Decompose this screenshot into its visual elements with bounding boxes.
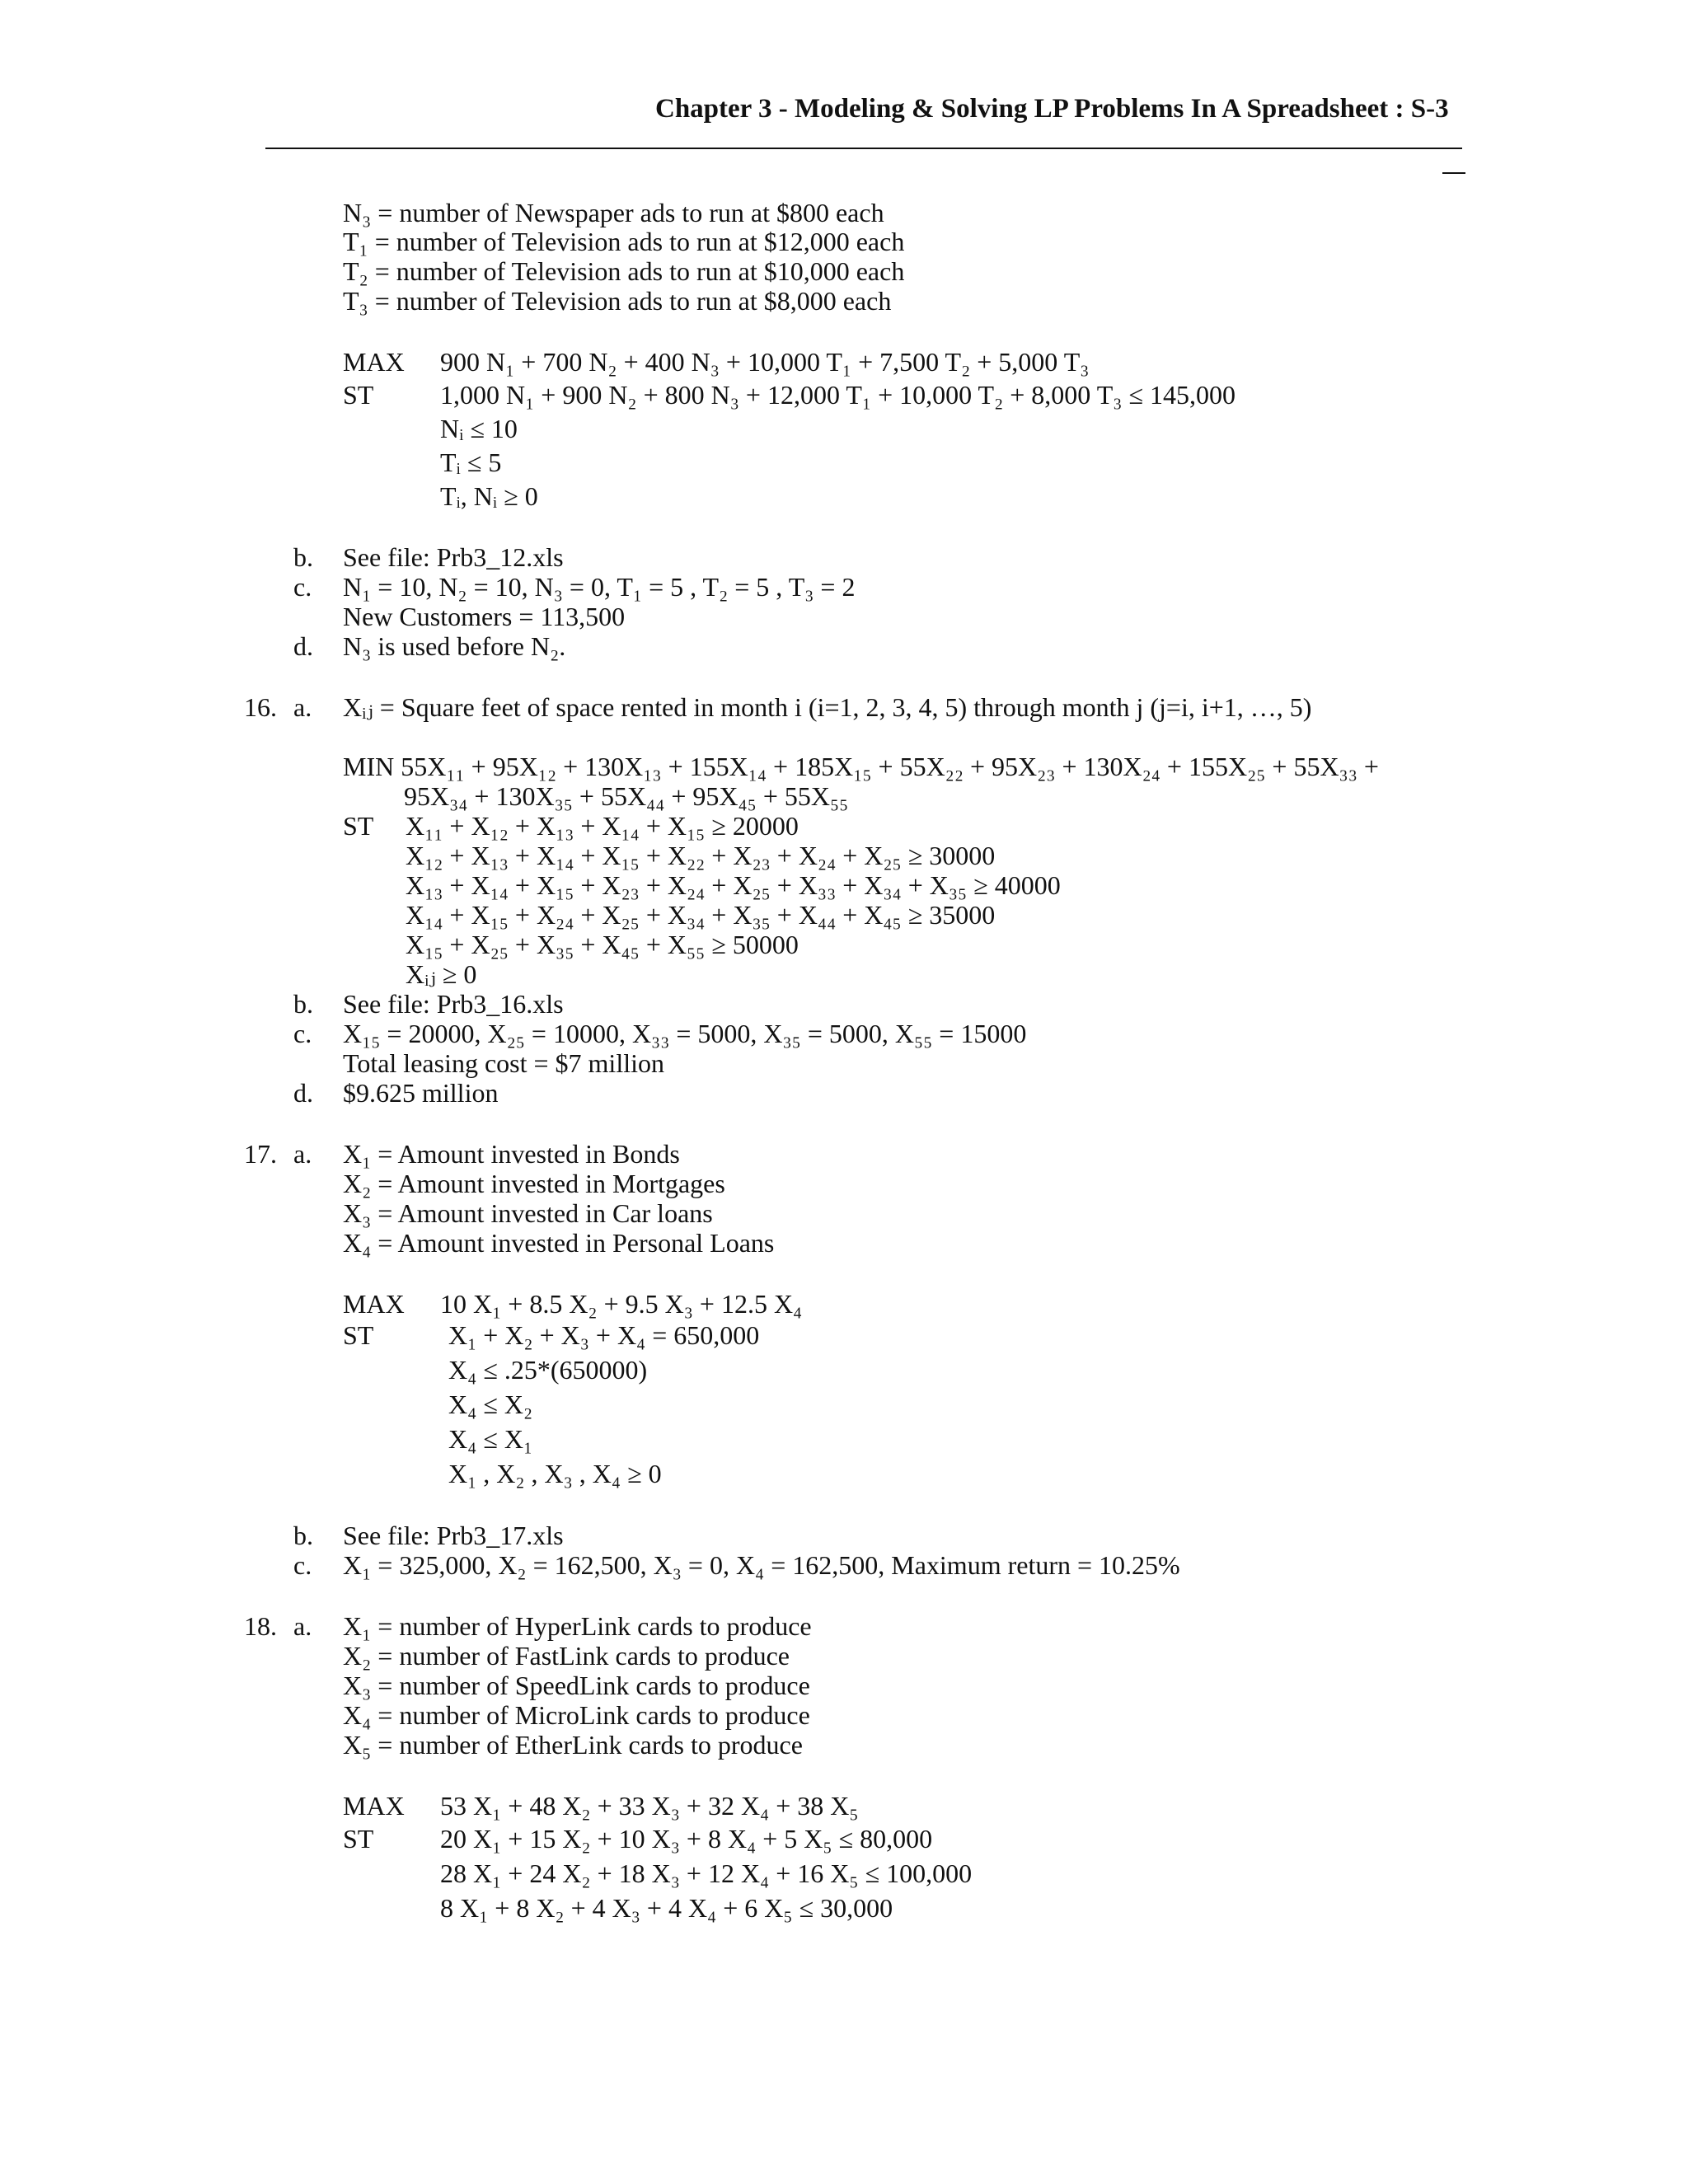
p18-a-label: a. (293, 1611, 312, 1641)
p16-b-label: b. (293, 989, 313, 1019)
p16-constraint-nonneg: Xᵢⱼ ≥ 0 (406, 959, 477, 989)
p16-objective-line1: MIN 55X₁₁ + 95X₁₂ + 130X₁₃ + 155X₁₄ + 185X₁₅ + 55X₂₂ + 95X₂₃ + 130X₂₄ + 155X₂₅ + 55X₃₃ + (343, 752, 1379, 781)
p16-c-label: c. (293, 1019, 312, 1048)
p16-constraint-5: X₁₅ + X₂₅ + X₃₅ + X₄₅ + X₅₅ ≥ 50000 (406, 930, 799, 959)
p15-constraint-nonneg: Tᵢ, Nᵢ ≥ 0 (440, 481, 538, 511)
p17-c-solution: X₁ = 325,000, X₂ = 162,500, X₃ = 0, X₄ = 162,500, Maximum return = 10.25% (343, 1550, 1180, 1580)
p15-def-t2: T₂ = number of Television ads to run at $10,000 each (343, 256, 905, 286)
p15-d-label: d. (293, 631, 313, 661)
p18-def-x5: X₅ = number of EtherLink cards to produce (343, 1730, 803, 1760)
p15-b-label: b. (293, 542, 313, 572)
p15-max-keyword: MAX (343, 347, 405, 377)
p16-constraint-4: X₁₄ + X₁₅ + X₂₄ + X₂₅ + X₃₄ + X₃₅ + X₄₄ + X₄₅ ≥ 35000 (406, 900, 996, 930)
p18-def-x3: X₃ = number of SpeedLink cards to produce (343, 1671, 810, 1700)
p15-c-customers: New Customers = 113,500 (343, 602, 626, 631)
header-dash (1442, 172, 1465, 174)
p17-st-keyword: ST (343, 1320, 374, 1350)
p16-st-keyword: ST (343, 811, 374, 841)
p15-constraint-budget: 1,000 N₁ + 900 N₂ + 800 N₃ + 12,000 T₁ + 10,000 T₂ + 8,000 T₃ ≤ 145,000 (440, 380, 1236, 410)
p15-st-keyword: ST (343, 380, 374, 410)
p15-def-t3: T₃ = number of Television ads to run at $8,000 each (343, 286, 892, 316)
p18-constraint-1: 20 X₁ + 15 X₂ + 10 X₃ + 8 X₄ + 5 X₅ ≤ 80,000 (440, 1824, 933, 1854)
p16-constraint-2: X₁₂ + X₁₃ + X₁₄ + X₁₅ + X₂₂ + X₂₃ + X₂₄ + X₂₅ ≥ 30000 (406, 841, 996, 870)
p17-constraint-total: X₁ + X₂ + X₃ + X₄ = 650,000 (448, 1320, 760, 1350)
p17-objective: 10 X₁ + 8.5 X₂ + 9.5 X₃ + 12.5 X₄ (440, 1289, 803, 1319)
p18-def-x2: X₂ = number of FastLink cards to produce (343, 1641, 790, 1671)
p16-b-text: See file: Prb3_16.xls (343, 989, 564, 1019)
p16-a-label: a. (293, 692, 312, 722)
header-rule (265, 148, 1462, 149)
p16-a-definition: Xᵢⱼ = Square feet of space rented in month i (i=1, 2, 3, 4, 5) through month j (j=i, i+1, …, 5) (343, 692, 1312, 722)
p17-number: 17. (244, 1139, 277, 1169)
p16-constraint-1: X₁₁ + X₁₂ + X₁₃ + X₁₄ + X₁₅ ≥ 20000 (406, 811, 799, 841)
p15-d-text: N₃ is used before N₂. (343, 631, 566, 661)
p18-st-keyword: ST (343, 1824, 374, 1854)
p15-constraint-t: Tᵢ ≤ 5 (440, 448, 502, 477)
p17-b-label: b. (293, 1521, 313, 1550)
p16-constraint-3: X₁₃ + X₁₄ + X₁₅ + X₂₃ + X₂₄ + X₂₅ + X₃₃ + X₃₄ + X₃₅ ≥ 40000 (406, 870, 1061, 900)
p15-b-text: See file: Prb3_12.xls (343, 542, 564, 572)
p18-max-keyword: MAX (343, 1791, 405, 1821)
p18-constraint-2: 28 X₁ + 24 X₂ + 18 X₃ + 12 X₄ + 16 X₅ ≤ 100,000 (440, 1858, 973, 1888)
p18-number: 18. (244, 1611, 277, 1641)
p16-d-label: d. (293, 1078, 313, 1108)
p18-def-x4: X₄ = number of MicroLink cards to produce (343, 1700, 810, 1730)
p15-constraint-n: Nᵢ ≤ 10 (440, 414, 518, 443)
p16-c-solution: X₁₅ = 20000, X₂₅ = 10000, X₃₃ = 5000, X₃₅ = 5000, X₅₅ = 15000 (343, 1019, 1027, 1048)
p16-d-text: $9.625 million (343, 1078, 499, 1108)
p18-def-x1: X₁ = number of HyperLink cards to produce (343, 1611, 812, 1641)
p17-constraint-nonneg: X₁ , X₂ , X₃ , X₄ ≥ 0 (448, 1459, 662, 1488)
p17-b-text: See file: Prb3_17.xls (343, 1521, 564, 1550)
p17-a-label: a. (293, 1139, 312, 1169)
p16-objective-line2: 95X₃₄ + 130X₃₅ + 55X₄₄ + 95X₄₅ + 55X₅₅ (404, 781, 849, 811)
p17-constraint-x4-x2: X₄ ≤ X₂ (448, 1390, 533, 1419)
p17-def-x4: X₄ = Amount invested in Personal Loans (343, 1228, 775, 1258)
p17-def-x3: X₃ = Amount invested in Car loans (343, 1198, 713, 1228)
p16-c-cost: Total leasing cost = $7 million (343, 1048, 664, 1078)
p17-constraint-x4-cap: X₄ ≤ .25*(650000) (448, 1355, 648, 1385)
p17-def-x2: X₂ = Amount invested in Mortgages (343, 1169, 725, 1198)
p17-max-keyword: MAX (343, 1289, 405, 1319)
p18-objective: 53 X₁ + 48 X₂ + 33 X₃ + 32 X₄ + 38 X₅ (440, 1791, 859, 1821)
p16-number: 16. (244, 692, 277, 722)
p17-constraint-x4-x1: X₄ ≤ X₁ (448, 1424, 533, 1454)
p18-constraint-3: 8 X₁ + 8 X₂ + 4 X₃ + 4 X₄ + 6 X₅ ≤ 30,000 (440, 1893, 893, 1923)
p17-c-label: c. (293, 1550, 312, 1580)
p15-def-t1: T₁ = number of Television ads to run at $12,000 each (343, 227, 905, 256)
p15-c-solution: N₁ = 10, N₂ = 10, N₃ = 0, T₁ = 5 , T₂ = 5 , T₃ = 2 (343, 572, 856, 602)
p15-c-label: c. (293, 572, 312, 602)
p17-def-x1: X₁ = Amount invested in Bonds (343, 1139, 680, 1169)
page-header-title: Chapter 3 - Modeling & Solving LP Problems In A Spreadsheet : S-3 (655, 94, 1449, 124)
p15-def-n3: N₃ = number of Newspaper ads to run at $800 each (343, 198, 884, 227)
p15-objective: 900 N₁ + 700 N₂ + 400 N₃ + 10,000 T₁ + 7,500 T₂ + 5,000 T₃ (440, 347, 1090, 377)
